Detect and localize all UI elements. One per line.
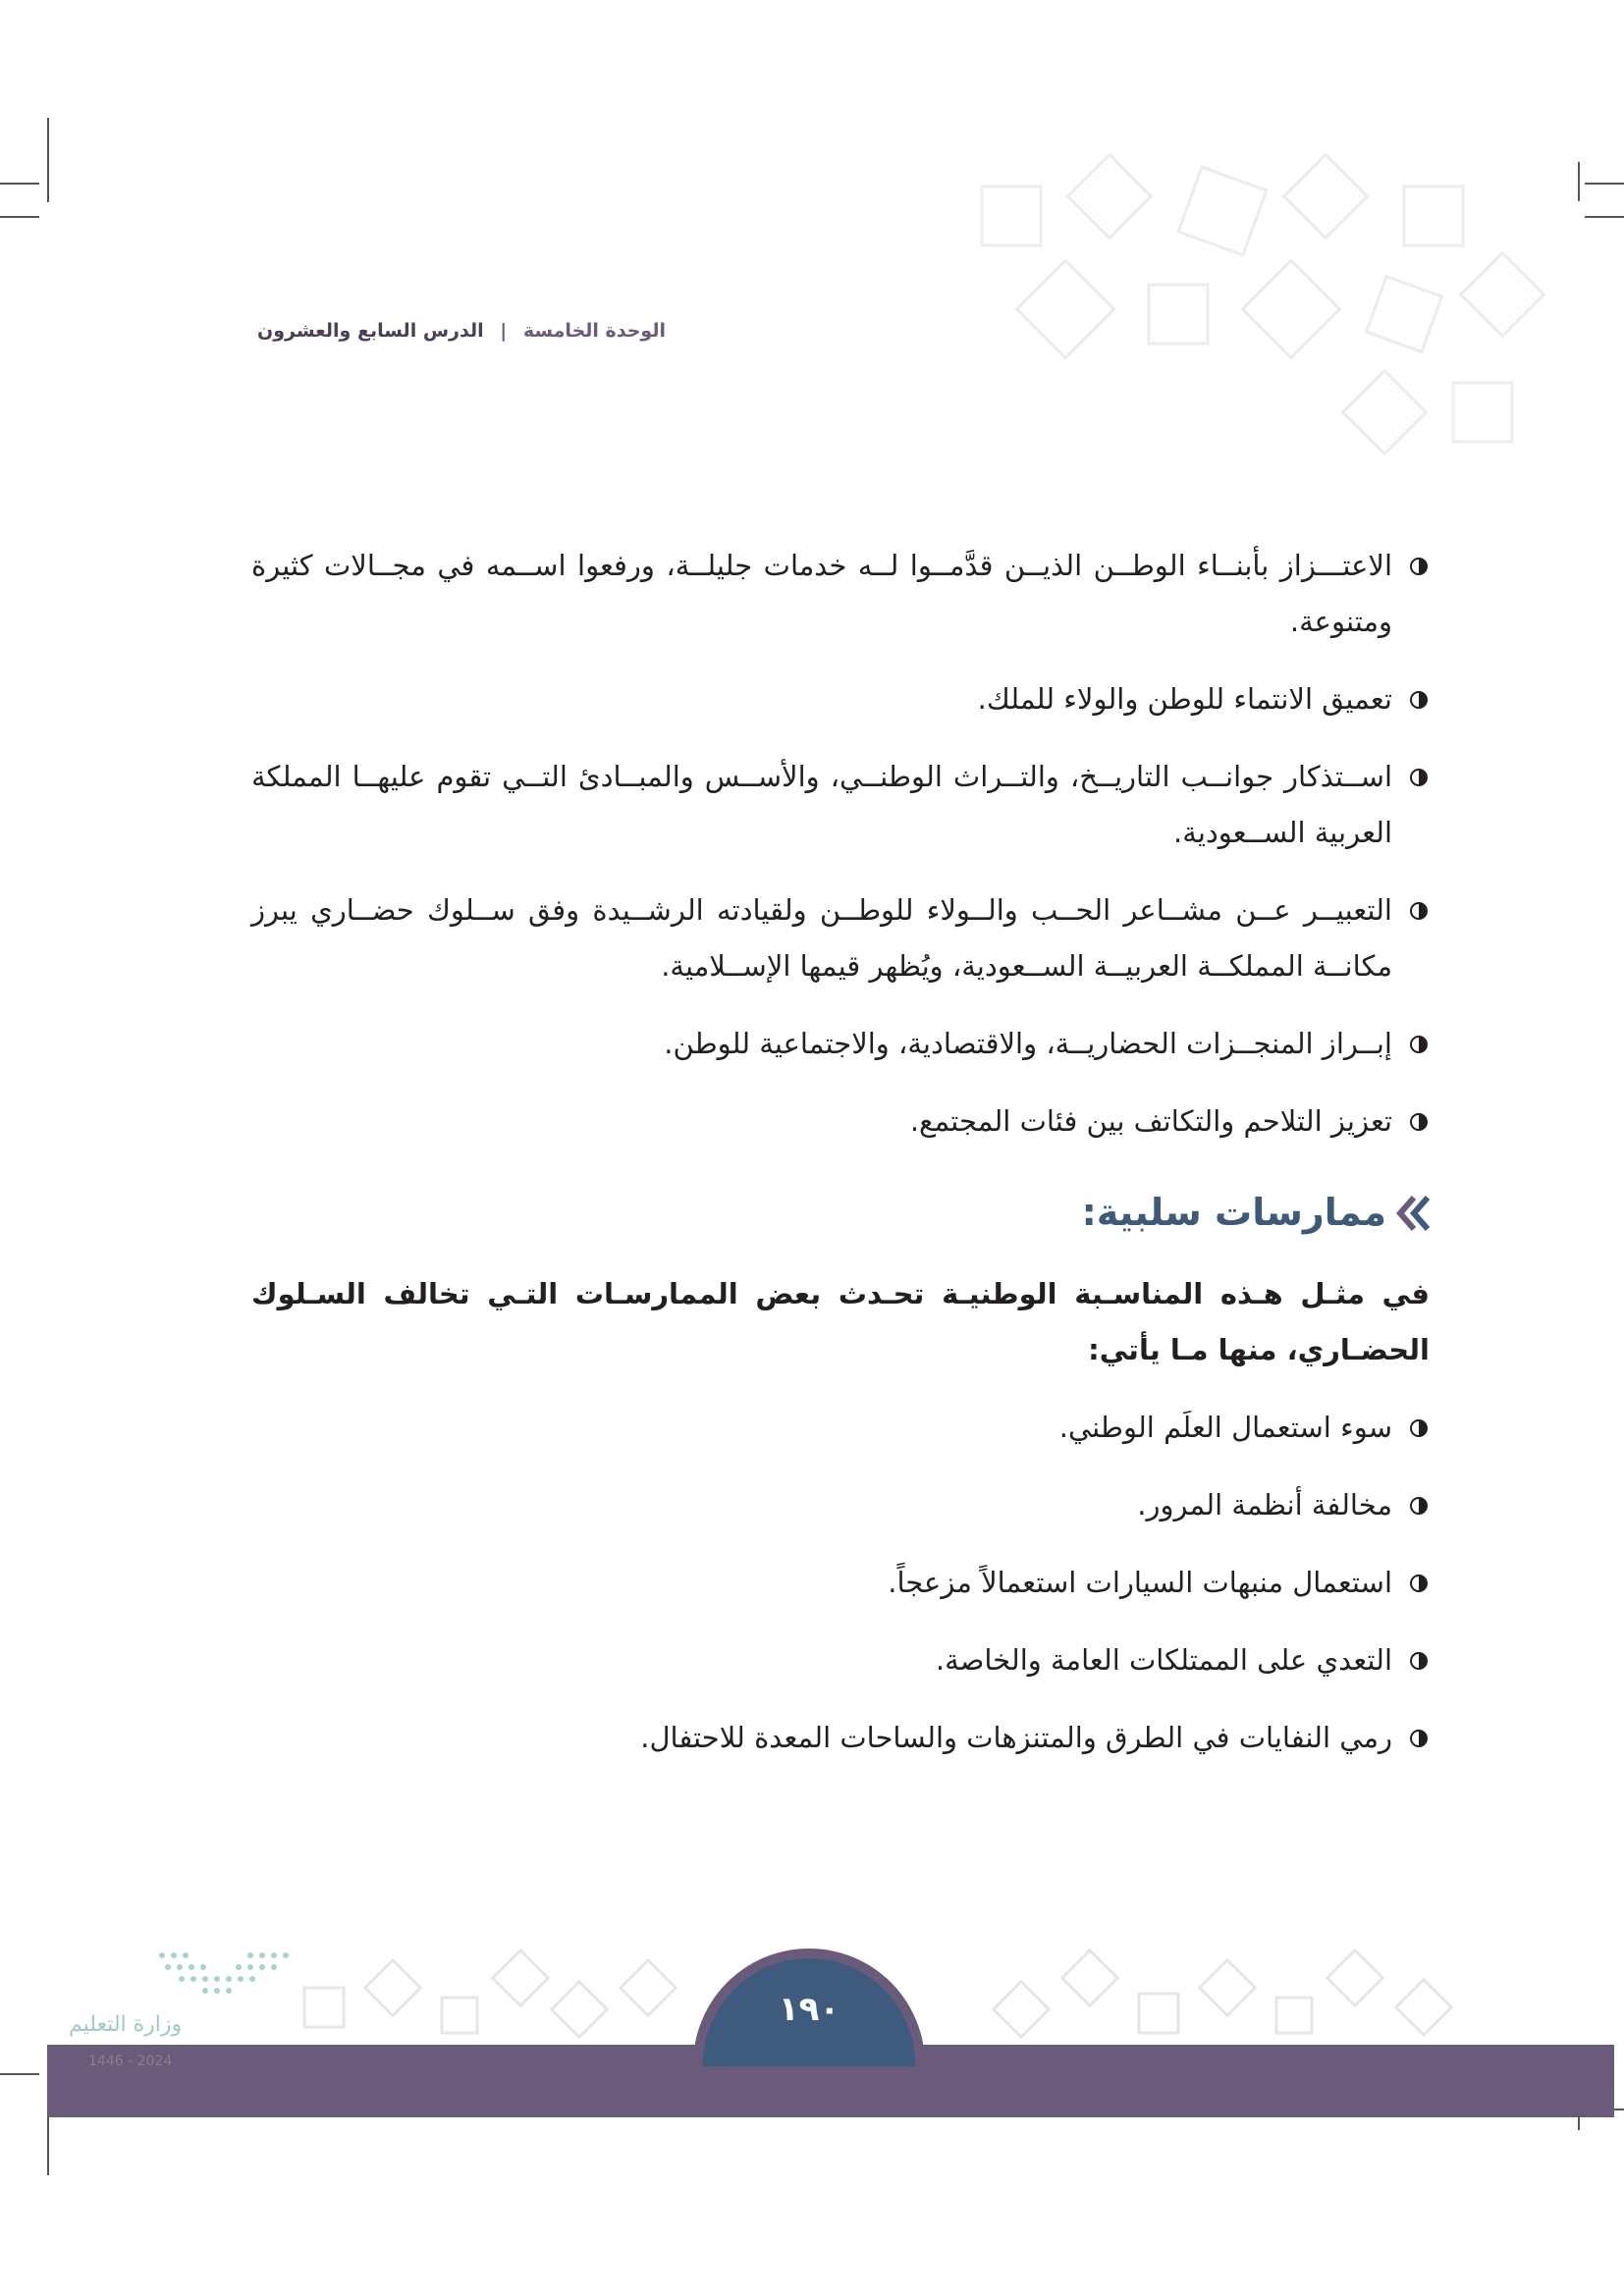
header-separator: | — [500, 320, 508, 342]
bullet-icon — [1410, 558, 1428, 575]
bullet-icon — [1410, 1652, 1428, 1670]
bullet-icon — [1410, 1575, 1428, 1592]
list-item: التعبيــر عــن مشــاعر الحــب والــولاء للوطــن ولقيادته الرشــيدة وفق ســلوك حضــاري يبرز مكانــة المملكــة العربيــة الســعودية، ويُظهر قيمها الإســلامية. — [251, 882, 1430, 994]
negative-list — [251, 1400, 1430, 1766]
unit-title: الوحدة الخامسة — [522, 320, 666, 342]
page-content — [251, 538, 1430, 1788]
bullet-icon — [1410, 1113, 1428, 1131]
bullet-icon — [1410, 902, 1428, 920]
list-item: اســتذكار جوانــب التاريــخ، والتــراث الوطنــي، والأســس والمبــادئ التــي تقوم عليهــا المملكة العربية الســعودية. — [251, 749, 1430, 861]
list-item: مخالفة أنظمة المرور. — [251, 1477, 1430, 1533]
section-heading — [251, 1185, 1430, 1241]
bullet-icon — [1410, 691, 1428, 709]
crop-mark — [0, 2073, 39, 2075]
list-item: تعميق الانتماء للوطن والولاء للملك. — [251, 671, 1430, 727]
page-number-badge — [693, 1949, 925, 2066]
positive-list — [251, 538, 1430, 1149]
list-item: تعزيز التلاحم والتكاتف بين فئات المجتمع. — [251, 1094, 1430, 1149]
crop-mark — [1585, 216, 1624, 218]
list-item: سوء استعمال العلَم الوطني. — [251, 1400, 1430, 1456]
bullet-icon — [1410, 769, 1428, 786]
page-number: ١٩٠ — [778, 1990, 840, 2029]
list-item: الاعتـــزاز بأبنــاء الوطــن الذيــن قدَّمــوا لــه خدمات جليلــة، ورفعوا اســمه في مجــالات كثيرة ومتنوعة. — [251, 538, 1430, 650]
edition-year: 2024 - 1446 — [88, 2054, 173, 2069]
lesson-title: الدرس السابع والعشرون — [257, 320, 484, 342]
crop-mark — [1578, 162, 1580, 201]
decorative-pattern-top — [943, 147, 1571, 481]
section-title: ممارسات سلبية: — [1081, 1191, 1386, 1234]
crop-mark — [0, 216, 39, 218]
bullet-icon — [1410, 1497, 1428, 1515]
list-item: رمي النفايات في الطرق والمتنزهات والساحات المعدة للاحتفال. — [251, 1710, 1430, 1766]
double-chevron-icon — [1396, 1194, 1430, 1233]
list-item: استعمال منبهات السيارات استعمالاً مزعجاً. — [251, 1555, 1430, 1611]
bullet-icon — [1410, 1036, 1428, 1053]
running-header — [257, 320, 719, 342]
list-item: إبــراز المنجــزات الحضاريــة، والاقتصادية، والاجتماعية للوطن. — [251, 1016, 1430, 1072]
bullet-icon — [1410, 1730, 1428, 1747]
crop-mark — [0, 183, 39, 185]
list-item: التعدي على الممتلكات العامة والخاصة. — [251, 1632, 1430, 1688]
section-intro: في مثـل هـذه المناسـبة الوطنيـة تحـدث بعض الممارسـات التـي تخالف السـلوك الحضـاري، منها مـا يأتي: — [251, 1277, 1430, 1366]
ministry-name: وزارة التعليم — [69, 2012, 183, 2037]
ministry-logo-dots — [152, 1946, 299, 2004]
bullet-icon — [1410, 1419, 1428, 1437]
crop-mark — [1585, 183, 1624, 185]
crop-mark — [47, 118, 49, 202]
